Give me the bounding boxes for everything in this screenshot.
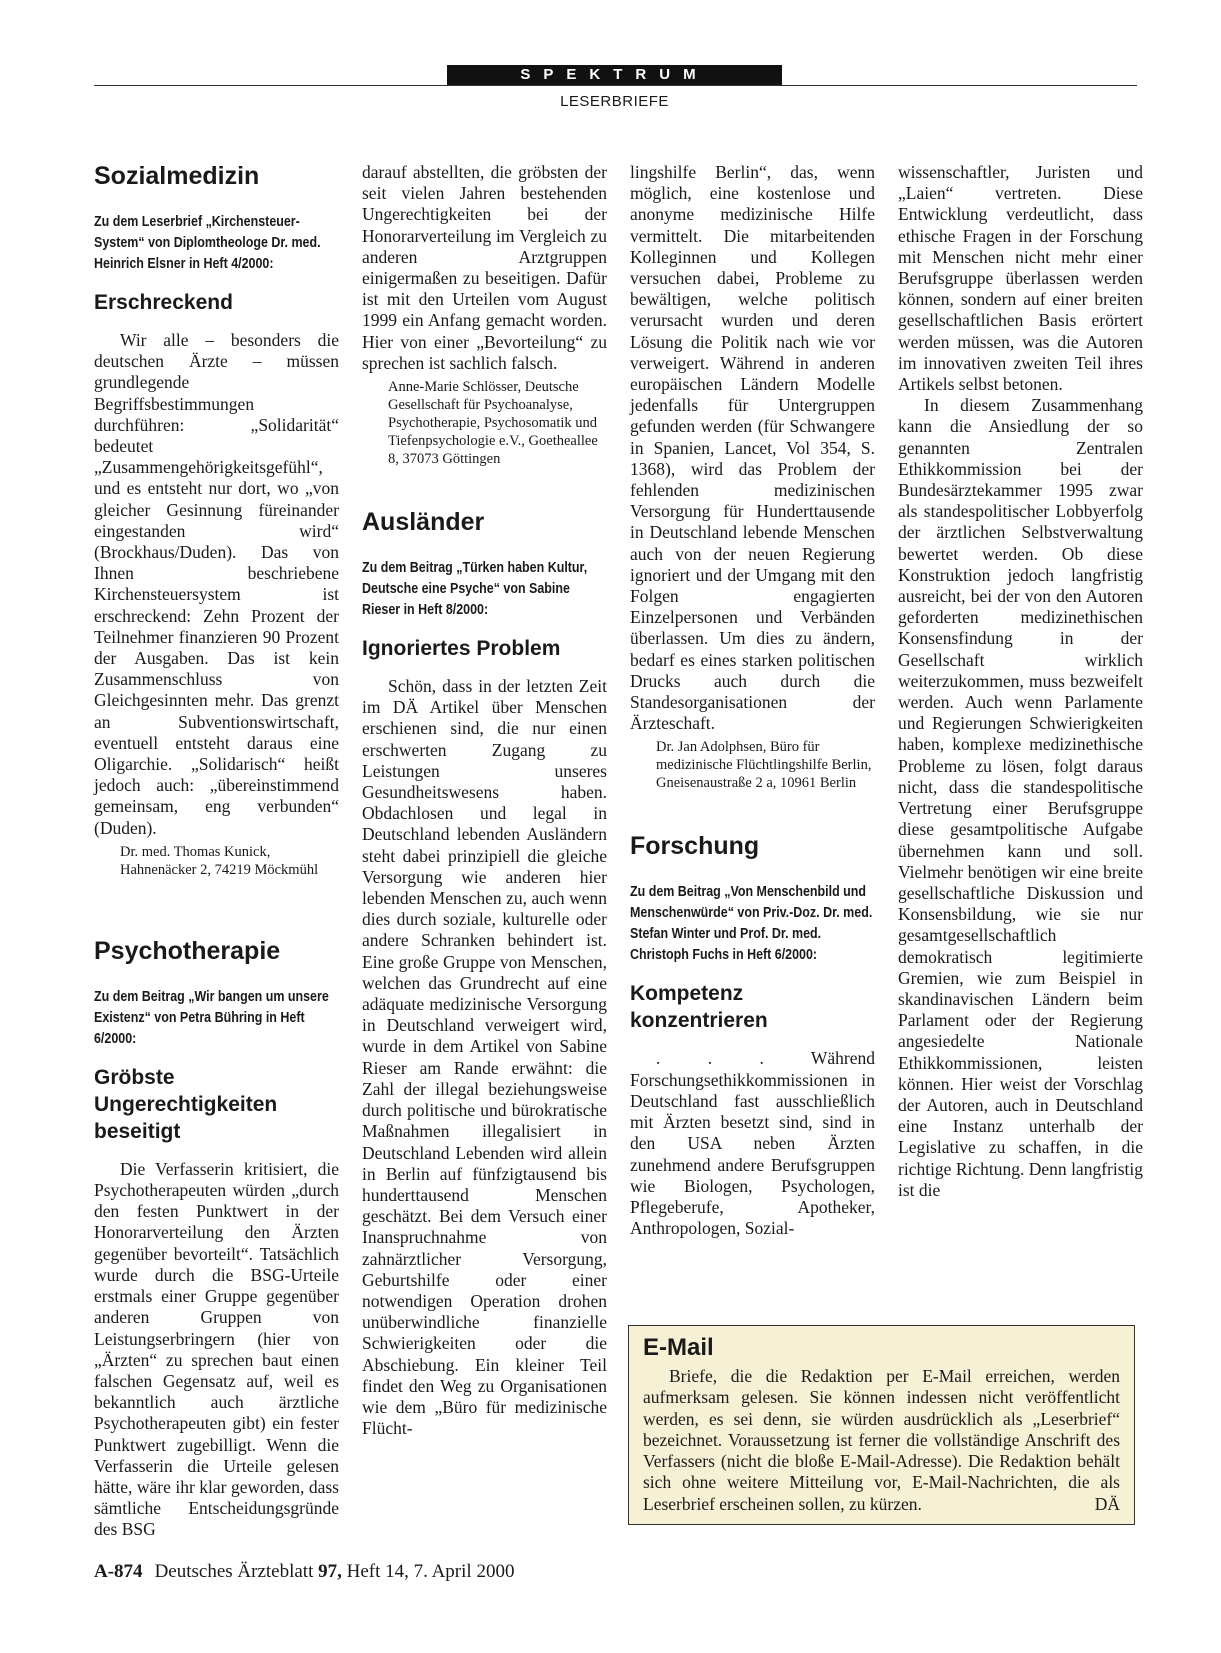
letter-body: Schön, dass in der letzten Zeit im DÄ Artikel über Menschen erschienen sind, die nur einen erschwerten Zugang zu Leistungen unseres Gesundheitswesens haben. Obdachlosen und legal in Deutschland lebenden Ausländern steht dabei prinzipiell die gleiche Versorgung wie anderen hier lebenden Menschen zu, auch wenn dies durch soziale, kulturelle oder andere Schranken behindert ist. Eine große Gruppe von Menschen, welchen das Grundrecht auf eine adäquate medizinische Versorgung in Deutschland verweigert wird, wurde in dem Artikel von Sabine Rieser am Rande erwähnt: die Zahl der illegal beziehungsweise durch politische und bürokratische Maßnahmen illegalisiert in Deutschland Lebenden wird allein in Berlin auf fünfzigtausend bis hunderttausend Menschen geschätzt. Bei dem Versuch einer Inanspruchnahme von zahnärztlicher Versorgung, Geburtshilfe oder einer notwendigen Operation drohen unüberwindliche finanzielle Schwierigkeiten oder die Abschiebung. Ein kleiner Teil findet den Weg zu Organisationen wie dem „Büro für medizinische Flücht- xyxy=(362,676,607,1439)
letter-reference: Zu dem Beitrag „Türken haben Kultur, Deutsche eine Psyche“ von Sabine Rieser in Heft 8/2000: xyxy=(362,560,588,619)
letter-headline: Kompetenz konzentrieren xyxy=(630,982,768,1033)
letter-body: Wir alle – besonders die deutschen Ärzte – müssen grundlegende Begriffsbestimmungen durchführen: „Solidarität“ bedeutet „Zusammengehörigkeitsgefühl“, und es entsteht nur dort, wo „von gleicher Gesinnung füreinander eingestanden wird“ (Brockhaus/Duden). Das von Ihnen beschriebene Kirchensteuersystem ist erschreckend: Zehn Prozent der Teilnehmer finanzieren 90 Prozent der Ausgaben. Das ist kein Zusammenschluss von Gleichgesinnten mehr. Das grenzt an Subventionswirtschaft, eventuell entsteht daraus eine Oligarchie. „Solidarisch“ heißt jedoch auch: „übereinstimmend gemeinsam, eng verbunden“ (Duden). xyxy=(94,330,339,838)
letter-body: Die Verfasserin kritisiert, die Psychotherapeuten würden „durch den festen Punktwert in der Honorarverteilung den Ärzten gegenüber bevorteilt“. Tatsächlich wurde durch die BSG-Urteile erstmals einer Gruppe gegenüber anderen Gruppen von Leistungserbringern (hier von „Ärzten“ zu sprechen baut einen falschen Gegensatz auf, weil es bekanntlich auch ärztliche Psychotherapeuten gibt) ein fester Punktwert zugebilligt. Wenn die Verfasserin die Urteile gelesen hätte, wäre ihr klar geworden, dass sämtliche Entscheidungsgründe des BSG xyxy=(94,1158,339,1540)
letter-signature: Anne-Marie Schlösser, Deutsche Gesellschaft für Psychoanalyse, Psychotherapie, Psychosomatik und Tiefenpsychologie e.V., Goetheallee 8, 37073 Göttingen xyxy=(388,379,598,468)
email-notice-box xyxy=(628,1325,1135,1525)
email-notice-title: E-Mail xyxy=(643,1334,714,1361)
email-notice-text: Briefe, die die Redaktion per E-Mail erreichen, werden aufmerksam gelesen. Sie können indessen nicht veröffentlicht werden, es sei denn, sie würden ausdrücklich als „Leserbrief“ bezeichnet. Voraussetzung ist ferner die vollständige Anschrift des Verfassers (nicht die bloße E-Mail-Adresse). Die Redaktion behält sich ohne weitere Mitteilung vor, E-Mail-Nachrichten, die als Leserbrief erscheinen sollen, zu kürzen. DÄ xyxy=(643,1366,1120,1514)
section-title-forschung: Forschung xyxy=(630,832,760,861)
letter-body-paragraph: In diesem Zusammenhang kann die Ansiedlung der so genannten Zentralen Ethikkommission bei der Bundesärztekammer 1995 zwar als standespolitischer Lobbyerfolg der ärztlichen Selbstverwaltung bewertet werden. Ob diese Konstruktion jedoch langfristig ausreicht, bei der von den Autoren geforderten medizinethischen Konsensfindung in der Gesellschaft wirklich weiterzukommen, muss bezweifelt werden. Auch wenn Parlamente und Regierungen Schwierigkeiten haben, komplexe medizinethische Probleme zu lösen, folgt daraus nicht, dass die standespolitische Vertretung einer Berufsgruppe diese gesamtpolitische Aufgabe übernehmen kann und soll. Vielmehr benötigen wir eine breite gesellschaftliche Diskussion und Konsensbildung, wie sie nur gesamtgesellschaftlich demokratisch legitimierte Gremien, wie zum Beispiel in skandinavischen Ländern beim Parlament oder der Regierung angesiedelte Nationale Ethikkommissionen, leisten können. Hier weist der Vorschlag der Autoren, auch in Deutschland eine Instanz unterhalb der Legislative zu schaffen, in die richtige Richtung. Denn langfristig ist die xyxy=(898,395,1143,1200)
header-rule xyxy=(94,85,1137,86)
letter-body-continued: darauf abstellten, die gröbsten der seit vielen Jahren bestehenden Ungerechtigkeiten bei der Honorarverteilung im Vergleich zu anderen Arztgruppen einigermaßen zu beseitigen. Dafür ist mit den Urteilen vom August 1999 ein Anfang gemacht worden. Hier von einer „Bevorteilung“ zu sprechen ist sachlich falsch. xyxy=(362,162,607,373)
letter-headline: Erschreckend xyxy=(94,291,233,314)
letter-headline: Ignoriertes Problem xyxy=(362,637,561,661)
letter-body-continued: wissenschaftler, Juristen und „Laien“ vertreten. Diese Entwicklung verdeutlicht, dass ethische Fragen in der Forschung mit Menschen nicht mehr einer Berufsgruppe überlassen werden können, sondern auf einer breiten gesellschaftlichen Basis erörtert werden müssen, was die Autoren im innovativen zweiten Teil ihres Artikels selbst betonen. xyxy=(898,162,1143,395)
letter-signature: Dr. med. Thomas Kunick, Hahnenäcker 2, 74219 Möckmühl xyxy=(120,843,319,878)
letter-body-continued: lingshilfe Berlin“, das, wenn möglich, eine kostenlose und anonyme medizinische Hilfe vermittelt. Die mitarbeitenden Kolleginnen und Kollegen versuchen dabei, Probleme zu bewältigen, welche politisch verursacht wurden und deren Lösung die Politik nach wie vor verweigert. Während in anderen europäischen Ländern Modelle jedenfalls für Untergruppen gefunden werden (für Schwangere in Spanien, Lancet, Vol 354, S. 1368), wird das Problem der fehlenden medizinischen Versorgung für Hunderttausende in Deutschland lebende Menschen auch von der neuen Regierung ignoriert und der Umgang mit den Folgen engagierten Einzelpersonen und Verbänden überlassen. Um dies zu ändern, bedarf es eines starken politischen Drucks auch durch die Standesorganisationen der Ärzteschaft. xyxy=(630,162,875,734)
page-number: A-874 xyxy=(94,1561,143,1582)
letter-reference: Zu dem Beitrag „Von Menschenbild und Menschenwürde“ von Priv.-Doz. Dr. med. Stefan Winter und Prof. Dr. med. Christoph Fuchs in Heft 6/2000: xyxy=(630,884,873,964)
email-notice-sign: DÄ xyxy=(1094,1493,1120,1514)
column-4 xyxy=(898,162,1143,1201)
journal-name: Deutsches Ärzteblatt xyxy=(154,1561,314,1582)
letter-reference: Zu dem Beitrag „Wir bangen um unsere Existenz“ von Petra Bühring in Heft 6/2000: xyxy=(94,988,329,1047)
section-kicker: LESERBRIEFE xyxy=(560,93,669,110)
column-1 xyxy=(94,162,339,1541)
journal-volume: 97, xyxy=(318,1561,342,1582)
page-footer xyxy=(94,1561,514,1583)
letter-headline: Gröbste Ungerechtigkeiten beseitigt xyxy=(94,1065,278,1143)
letter-body: . . . Während Forschungsethikkommissionen in Deutschland fast ausschließlich mit Ärzten besetzt sind, sind in den USA neben Ärzten zunehmend andere Berufsgruppen wie Biologen, Psychologen, Pflegeberufe, Apotheker, Anthropologen, Sozial- xyxy=(630,1048,875,1239)
section-title-auslaender: Ausländer xyxy=(362,508,485,537)
section-banner: SPEKTRUM xyxy=(447,65,782,85)
section-title-sozialmedizin: Sozialmedizin xyxy=(94,162,260,190)
journal-issue: Heft 14, 7. April 2000 xyxy=(346,1561,515,1582)
letter-reference: Zu dem Leserbrief „Kirchensteuer-System“ von Diplomtheologe Dr. med. Heinrich Elsner in Heft 4/2000: xyxy=(94,214,321,272)
letter-signature: Dr. Jan Adolphsen, Büro für medizinische Flüchtlingshilfe Berlin, Gneisenaustraße 2 a, 10961 Berlin xyxy=(656,739,872,792)
column-3 xyxy=(630,162,875,1239)
section-title-psychotherapie: Psychotherapie xyxy=(94,936,281,965)
column-2 xyxy=(362,162,607,1439)
